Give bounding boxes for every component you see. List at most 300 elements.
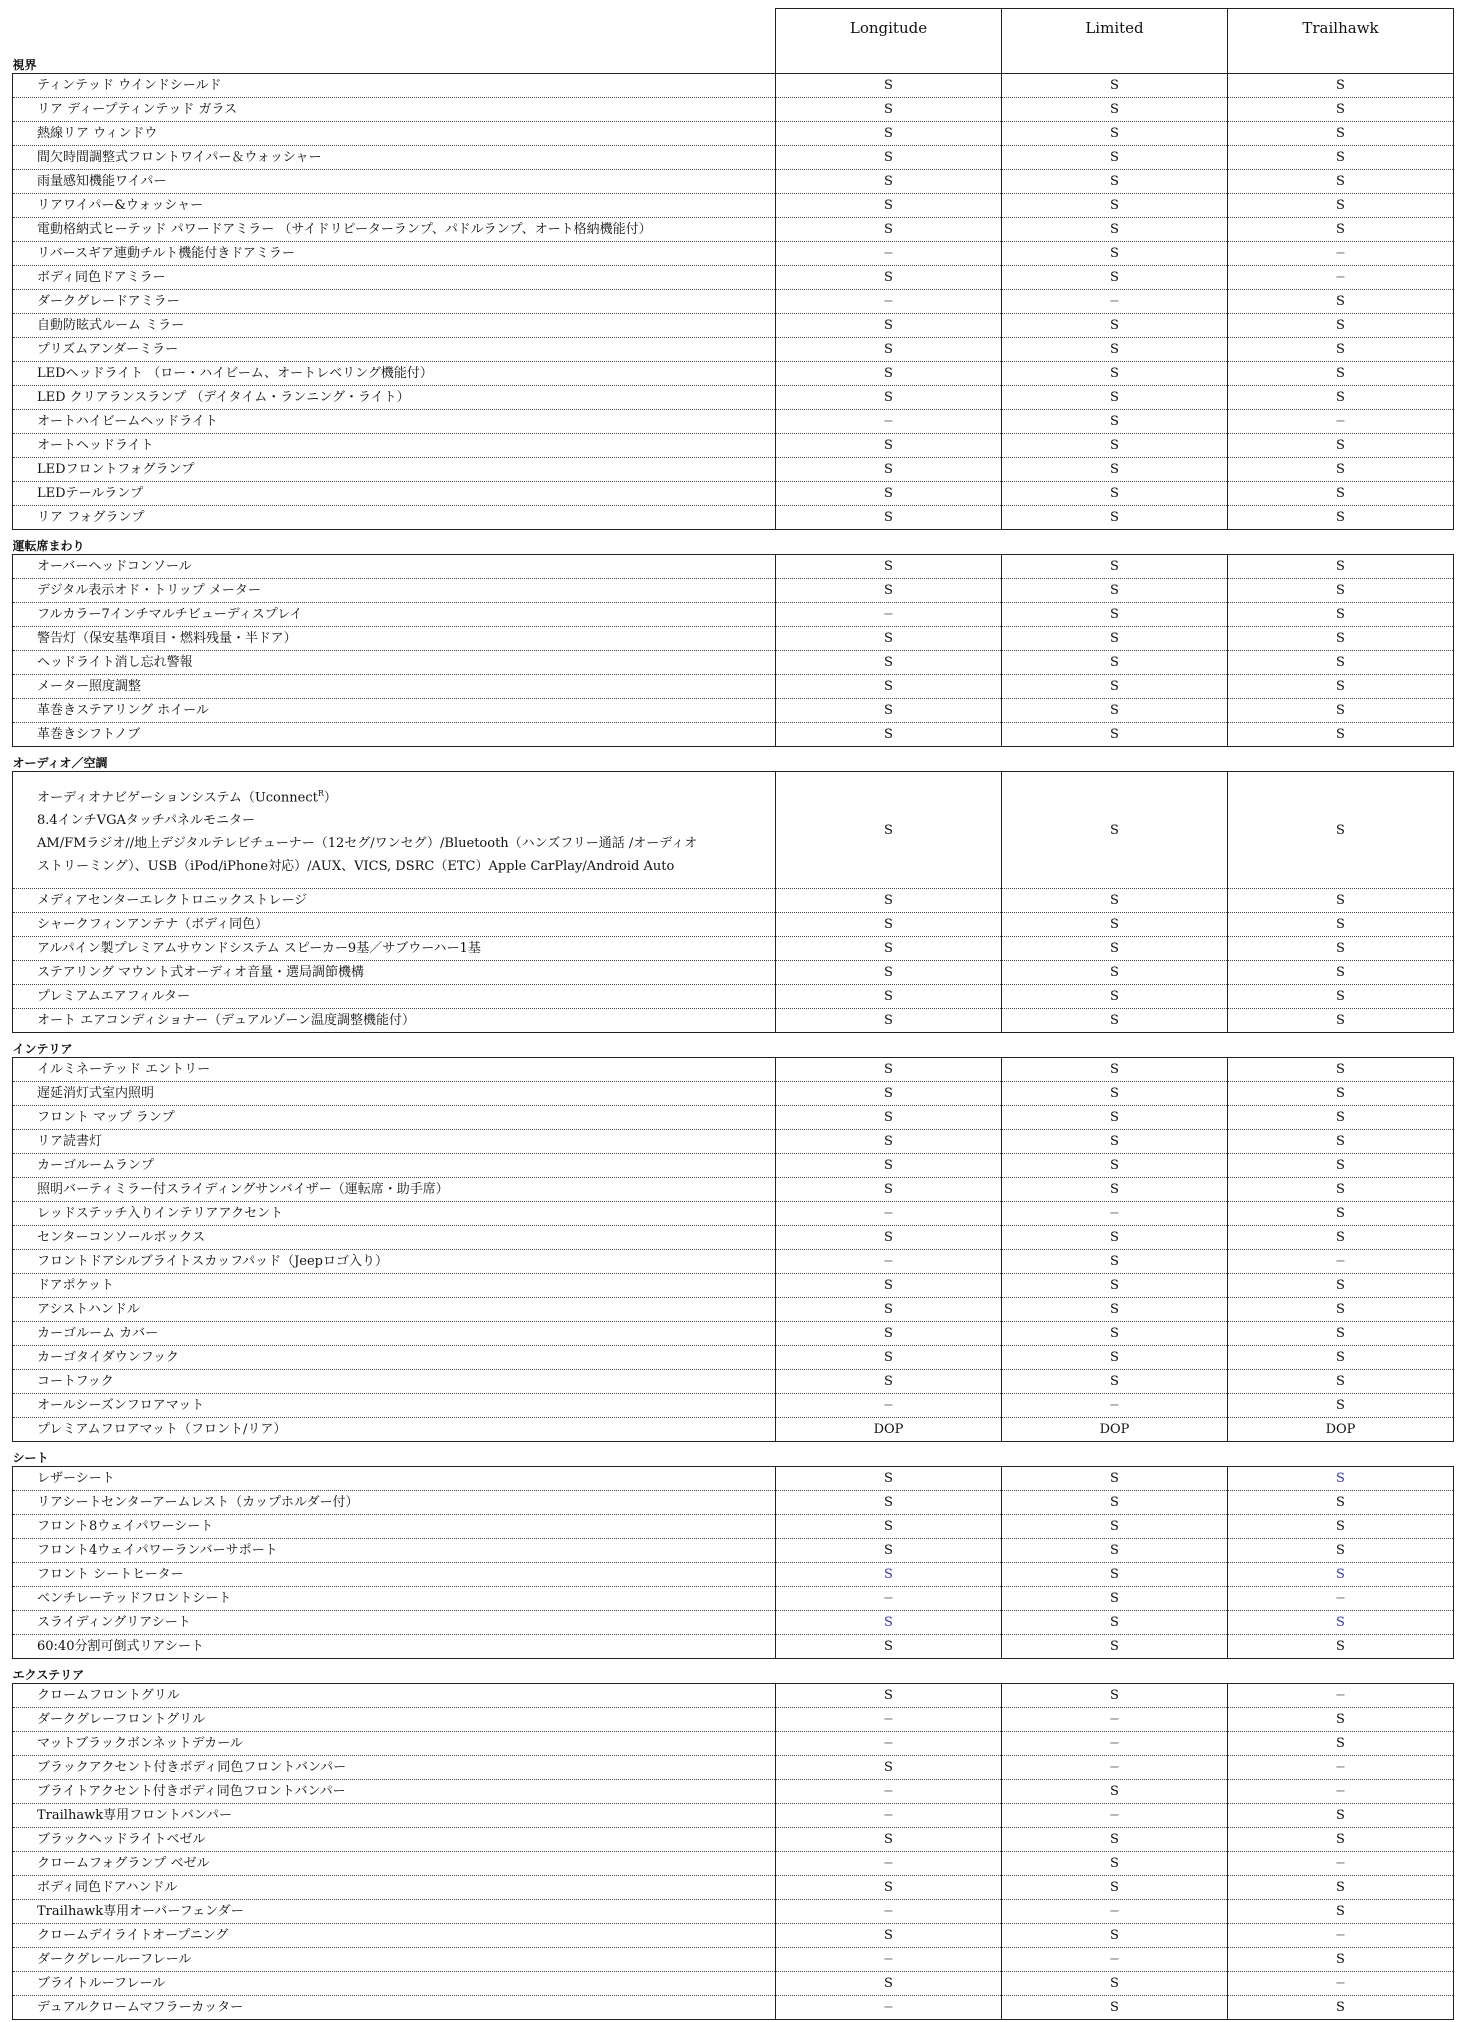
grade-value-longitude: S xyxy=(776,1684,1002,1708)
feature-label: オールシーズンフロアマット xyxy=(13,1394,776,1418)
grade-value-longitude: S xyxy=(776,434,1002,458)
feature-label: フロント シートヒーター xyxy=(13,1563,776,1587)
grade-value-trailhawk: S xyxy=(1228,482,1454,506)
grade-value-limited: S xyxy=(1002,122,1228,146)
feature-label: デュアルクロームマフラーカッター xyxy=(13,1996,776,2020)
feature-label-line xyxy=(37,832,775,855)
grade-value-longitude: S xyxy=(776,651,1002,675)
registered-mark: R xyxy=(317,788,324,798)
grade-value-longitude: S xyxy=(776,723,1002,747)
section-header-row xyxy=(13,1659,1454,1684)
table-row xyxy=(13,1154,1454,1178)
feature-label: Trailhawk専用フロントバンパー xyxy=(13,1804,776,1828)
table-row xyxy=(13,1563,1454,1587)
feature-label-text: ストリーミング）、USB（iPod/iPhone対応）/AUX、VICS, DSRC（ETC）Apple CarPlay/Android Auto xyxy=(37,859,675,875)
grade-value-limited: S xyxy=(1002,1322,1228,1346)
grade-value-longitude: S xyxy=(776,482,1002,506)
grade-value-trailhawk: S xyxy=(1228,699,1454,723)
table-row xyxy=(13,458,1454,482)
feature-label: 革巻きステアリング ホイール xyxy=(13,699,776,723)
table-row xyxy=(13,1370,1454,1394)
feature-label-text: 8.4インチVGAタッチパネルモニター xyxy=(37,813,256,829)
table-row xyxy=(13,1852,1454,1876)
grade-value-trailhawk: S xyxy=(1228,1996,1454,2020)
table-row xyxy=(13,1178,1454,1202)
grade-value-trailhawk: S xyxy=(1228,675,1454,699)
feature-label: リア読書灯 xyxy=(13,1130,776,1154)
grade-value-longitude: S xyxy=(776,937,1002,961)
grade-value-limited: S xyxy=(1002,1082,1228,1106)
feature-label: ブラックヘッドライトベゼル xyxy=(13,1828,776,1852)
feature-label-line xyxy=(37,809,775,832)
table-row xyxy=(13,170,1454,194)
feature-label: スライディングリアシート xyxy=(13,1611,776,1635)
grade-value-trailhawk: S xyxy=(1228,98,1454,122)
grade-value-trailhawk: − xyxy=(1228,1756,1454,1780)
grade-value-trailhawk: − xyxy=(1228,1780,1454,1804)
feature-label: ダークグレールーフレール xyxy=(13,1948,776,1972)
grade-value-limited: S xyxy=(1002,1491,1228,1515)
feature-label: フロントドアシルブライトスカッフパッド（Jeepロゴ入り） xyxy=(13,1250,776,1274)
feature-label-line xyxy=(37,855,775,878)
grade-value-longitude: − xyxy=(776,1780,1002,1804)
grade-value-longitude: S xyxy=(776,1467,1002,1491)
grade-value-limited: S xyxy=(1002,1154,1228,1178)
grade-value-limited: S xyxy=(1002,723,1228,747)
table-row xyxy=(13,146,1454,170)
table-row xyxy=(13,434,1454,458)
grade-value-limited: S xyxy=(1002,1058,1228,1082)
grade-header-trailhawk: Trailhawk xyxy=(1228,9,1454,74)
grade-value-limited: S xyxy=(1002,1178,1228,1202)
grade-value-trailhawk: S xyxy=(1228,961,1454,985)
grade-value-longitude: − xyxy=(776,1948,1002,1972)
grade-value-limited: S xyxy=(1002,579,1228,603)
grade-value-longitude: S xyxy=(776,1876,1002,1900)
grade-value-limited: S xyxy=(1002,458,1228,482)
grade-value-longitude: S xyxy=(776,555,1002,579)
feature-label: ダークグレーフロントグリル xyxy=(13,1708,776,1732)
grade-value-trailhawk: S xyxy=(1228,1948,1454,1972)
feature-label: クロームフォグランプ ベゼル xyxy=(13,1852,776,1876)
grade-value-trailhawk: S xyxy=(1228,1491,1454,1515)
table-row xyxy=(13,1106,1454,1130)
table-row xyxy=(13,772,1454,889)
table-row xyxy=(13,1009,1454,1033)
grade-value-longitude: − xyxy=(776,1900,1002,1924)
table-row xyxy=(13,242,1454,266)
feature-label: クロームフロントグリル xyxy=(13,1684,776,1708)
grade-value-limited: S xyxy=(1002,651,1228,675)
table-row xyxy=(13,555,1454,579)
table-row xyxy=(13,651,1454,675)
table-row xyxy=(13,386,1454,410)
grade-value-trailhawk: S xyxy=(1228,1130,1454,1154)
feature-label: 照明バーティミラー付スライディングサンバイザー（運転席・助手席） xyxy=(13,1178,776,1202)
table-row xyxy=(13,627,1454,651)
table-row xyxy=(13,1226,1454,1250)
grade-value-trailhawk: S xyxy=(1228,1876,1454,1900)
grade-value-longitude: − xyxy=(776,1996,1002,2020)
grade-value-limited: S xyxy=(1002,1226,1228,1250)
grade-value-trailhawk: S xyxy=(1228,1058,1454,1082)
grade-value-trailhawk: S xyxy=(1228,1515,1454,1539)
table-row xyxy=(13,506,1454,530)
grade-value-limited: S xyxy=(1002,985,1228,1009)
feature-label: リアワイパー&ウォッシャー xyxy=(13,194,776,218)
grade-value-limited: S xyxy=(1002,1924,1228,1948)
grade-value-limited: S xyxy=(1002,699,1228,723)
feature-label: マットブラックボンネットデカール xyxy=(13,1732,776,1756)
grade-value-longitude: S xyxy=(776,1130,1002,1154)
section-header-row xyxy=(13,530,1454,555)
grade-value-trailhawk: S xyxy=(1228,985,1454,1009)
feature-label: 警告灯（保安基準項目・燃料残量・半ドア） xyxy=(13,627,776,651)
grade-value-limited: S xyxy=(1002,242,1228,266)
grade-value-longitude: S xyxy=(776,266,1002,290)
section-title: インテリア xyxy=(12,1042,73,1056)
feature-label: フルカラー7インチマルチビューディスプレイ xyxy=(13,603,776,627)
grade-value-longitude: − xyxy=(776,1250,1002,1274)
table-row xyxy=(13,266,1454,290)
feature-label xyxy=(13,772,776,889)
grade-value-trailhawk: S xyxy=(1228,889,1454,913)
feature-label: ベンチレーテッドフロントシート xyxy=(13,1587,776,1611)
table-row xyxy=(13,1828,1454,1852)
table-row xyxy=(13,913,1454,937)
grade-value-limited: S xyxy=(1002,1852,1228,1876)
feature-label: センターコンソールボックス xyxy=(13,1226,776,1250)
grade-value-trailhawk: S xyxy=(1228,362,1454,386)
grade-value-trailhawk: S xyxy=(1228,434,1454,458)
grade-value-trailhawk: S xyxy=(1228,458,1454,482)
grade-value-trailhawk: S xyxy=(1228,146,1454,170)
table-row xyxy=(13,1322,1454,1346)
grade-value-limited: DOP xyxy=(1002,1418,1228,1442)
feature-label: デジタル表示オド・トリップ メーター xyxy=(13,579,776,603)
feature-label: ブライトアクセント付きボディ同色フロントバンパー xyxy=(13,1780,776,1804)
table-row xyxy=(13,314,1454,338)
table-row xyxy=(13,74,1454,98)
feature-label: ドアポケット xyxy=(13,1274,776,1298)
equipment-table xyxy=(12,8,1454,2020)
grade-value-longitude: − xyxy=(776,290,1002,314)
table-row xyxy=(13,1058,1454,1082)
table-row xyxy=(13,1611,1454,1635)
grade-value-trailhawk: S xyxy=(1228,290,1454,314)
section-header-row xyxy=(13,1033,1454,1058)
grade-value-limited: S xyxy=(1002,98,1228,122)
grade-value-longitude: S xyxy=(776,362,1002,386)
grade-value-trailhawk: S xyxy=(1228,603,1454,627)
grade-value-limited: S xyxy=(1002,1563,1228,1587)
grade-header-longitude: Longitude xyxy=(776,9,1002,74)
table-row xyxy=(13,218,1454,242)
table-row xyxy=(13,1780,1454,1804)
feature-label: Trailhawk専用オーバーフェンダー xyxy=(13,1900,776,1924)
grade-value-longitude: S xyxy=(776,1539,1002,1563)
grade-value-trailhawk: S xyxy=(1228,1082,1454,1106)
grade-value-longitude: S xyxy=(776,579,1002,603)
grade-value-trailhawk: S xyxy=(1228,338,1454,362)
spec-sheet xyxy=(12,8,1452,2020)
grade-value-longitude: S xyxy=(776,627,1002,651)
grade-value-longitude: S xyxy=(776,1226,1002,1250)
feature-label: ステアリング マウント式オーディオ音量・選局調節機構 xyxy=(13,961,776,985)
grade-value-limited: S xyxy=(1002,410,1228,434)
table-row xyxy=(13,1684,1454,1708)
table-row xyxy=(13,1130,1454,1154)
feature-label: 雨量感知機能ワイパー xyxy=(13,170,776,194)
feature-label: 電動格納式ヒーテッド パワードアミラー （サイドリピーターランプ、パドルランプ、オート格納機能付） xyxy=(13,218,776,242)
grade-value-limited: S xyxy=(1002,1780,1228,1804)
grade-value-longitude: S xyxy=(776,1756,1002,1780)
grade-value-limited: S xyxy=(1002,937,1228,961)
grade-value-trailhawk: S xyxy=(1228,651,1454,675)
grade-value-longitude: − xyxy=(776,410,1002,434)
table-row xyxy=(13,985,1454,1009)
section-title: オーディオ／空調 xyxy=(12,756,108,770)
grade-value-trailhawk: S xyxy=(1228,386,1454,410)
table-row xyxy=(13,1298,1454,1322)
grade-value-longitude: S xyxy=(776,98,1002,122)
feature-label: クロームデイライトオープニング xyxy=(13,1924,776,1948)
grade-value-limited: S xyxy=(1002,506,1228,530)
feature-label-text: ） xyxy=(323,790,337,806)
table-row xyxy=(13,1274,1454,1298)
grade-value-limited: − xyxy=(1002,290,1228,314)
feature-label: カーゴルームランプ xyxy=(13,1154,776,1178)
grade-value-longitude: S xyxy=(776,1924,1002,1948)
grade-value-trailhawk: S xyxy=(1228,1635,1454,1659)
grade-value-longitude: S xyxy=(776,1298,1002,1322)
feature-label: 革巻きシフトノブ xyxy=(13,723,776,747)
table-row xyxy=(13,1900,1454,1924)
grade-value-limited: S xyxy=(1002,386,1228,410)
grade-value-limited: S xyxy=(1002,146,1228,170)
grade-value-limited: S xyxy=(1002,1587,1228,1611)
grade-header-limited: Limited xyxy=(1002,9,1228,74)
table-row xyxy=(13,1972,1454,1996)
grade-value-trailhawk: S xyxy=(1228,1178,1454,1202)
table-row xyxy=(13,1948,1454,1972)
table-row xyxy=(13,98,1454,122)
grade-value-longitude: − xyxy=(776,1587,1002,1611)
grade-value-limited: S xyxy=(1002,1684,1228,1708)
grade-value-longitude: S xyxy=(776,1370,1002,1394)
feature-label: ティンテッド ウインドシールド xyxy=(13,74,776,98)
grade-value-limited: − xyxy=(1002,1804,1228,1828)
feature-label: リバースギア連動チルト機能付きドアミラー xyxy=(13,242,776,266)
grade-value-trailhawk: − xyxy=(1228,1924,1454,1948)
grade-value-longitude: S xyxy=(776,146,1002,170)
grade-value-limited: S xyxy=(1002,1635,1228,1659)
grade-value-longitude: S xyxy=(776,961,1002,985)
grade-value-trailhawk: S xyxy=(1228,1009,1454,1033)
grade-value-longitude: S xyxy=(776,74,1002,98)
table-row xyxy=(13,937,1454,961)
feature-label: レッドステッチ入りインテリアアクセント xyxy=(13,1202,776,1226)
table-row xyxy=(13,603,1454,627)
feature-label: フロント4ウェイパワーランバーサポート xyxy=(13,1539,776,1563)
feature-label: ボディ同色ドアミラー xyxy=(13,266,776,290)
grade-value-trailhawk: S xyxy=(1228,1274,1454,1298)
grade-value-longitude: S xyxy=(776,1491,1002,1515)
grade-value-limited: − xyxy=(1002,1756,1228,1780)
grade-value-trailhawk: S xyxy=(1228,314,1454,338)
grade-value-trailhawk: S xyxy=(1228,1298,1454,1322)
table-row xyxy=(13,675,1454,699)
grade-value-longitude: S xyxy=(776,1106,1002,1130)
grade-value-longitude: S xyxy=(776,889,1002,913)
grade-value-limited: S xyxy=(1002,218,1228,242)
grade-value-limited: − xyxy=(1002,1708,1228,1732)
grade-value-limited: S xyxy=(1002,961,1228,985)
table-row xyxy=(13,699,1454,723)
grade-value-longitude: S xyxy=(776,314,1002,338)
grade-value-trailhawk: − xyxy=(1228,1587,1454,1611)
grade-value-limited: S xyxy=(1002,555,1228,579)
grade-value-trailhawk: S xyxy=(1228,772,1454,889)
grade-value-limited: S xyxy=(1002,1298,1228,1322)
grade-value-longitude: DOP xyxy=(776,1418,1002,1442)
table-row xyxy=(13,1732,1454,1756)
grade-value-longitude: − xyxy=(776,1852,1002,1876)
grade-value-limited: S xyxy=(1002,772,1228,889)
table-row xyxy=(13,961,1454,985)
table-row xyxy=(13,579,1454,603)
grade-value-trailhawk: S xyxy=(1228,627,1454,651)
grade-value-trailhawk: − xyxy=(1228,1852,1454,1876)
grade-value-trailhawk: S xyxy=(1228,937,1454,961)
feature-label: コートフック xyxy=(13,1370,776,1394)
table-row xyxy=(13,723,1454,747)
grade-value-limited: S xyxy=(1002,603,1228,627)
table-row xyxy=(13,1996,1454,2020)
feature-label: シャークフィンアンテナ（ボディ同色） xyxy=(13,913,776,937)
table-row xyxy=(13,1708,1454,1732)
feature-label: カーゴタイダウンフック xyxy=(13,1346,776,1370)
grade-value-limited: S xyxy=(1002,1346,1228,1370)
grade-value-longitude: S xyxy=(776,338,1002,362)
grade-value-trailhawk: S xyxy=(1228,1154,1454,1178)
section-title: エクステリア xyxy=(12,1668,85,1682)
table-row xyxy=(13,1804,1454,1828)
feature-label: 遅延消灯式室内照明 xyxy=(13,1082,776,1106)
feature-label: プレミアムフロアマット（フロント/リア） xyxy=(13,1418,776,1442)
feature-label: 熱線リア ウィンドウ xyxy=(13,122,776,146)
feature-label: ボディ同色ドアハンドル xyxy=(13,1876,776,1900)
table-row xyxy=(13,338,1454,362)
grade-value-limited: S xyxy=(1002,1009,1228,1033)
table-row xyxy=(13,1250,1454,1274)
grade-value-limited: S xyxy=(1002,627,1228,651)
grade-value-limited: S xyxy=(1002,314,1228,338)
grade-value-longitude: S xyxy=(776,913,1002,937)
section-title: 運転席まわり xyxy=(12,539,85,553)
grade-value-limited: S xyxy=(1002,1539,1228,1563)
feature-label-text: AM/FMラジオ//地上デジタルテレビチューナー（12セグ/ワンセグ）/Bluetooth（ハンズフリー通話 /オーディオ xyxy=(37,836,698,852)
table-row xyxy=(13,482,1454,506)
grade-value-trailhawk: DOP xyxy=(1228,1418,1454,1442)
grade-value-trailhawk: S xyxy=(1228,74,1454,98)
grade-value-limited: S xyxy=(1002,1876,1228,1900)
grade-value-trailhawk: S xyxy=(1228,218,1454,242)
grade-value-limited: − xyxy=(1002,1900,1228,1924)
section-header-row xyxy=(13,1442,1454,1467)
table-row xyxy=(13,1924,1454,1948)
grade-value-longitude: S xyxy=(776,458,1002,482)
table-row xyxy=(13,1202,1454,1226)
grade-value-limited: S xyxy=(1002,1828,1228,1852)
table-row xyxy=(13,1756,1454,1780)
feature-label: ブラックアクセント付きボディ同色フロントバンパー xyxy=(13,1756,776,1780)
section-title: シート xyxy=(12,1451,49,1465)
grade-value-longitude: S xyxy=(776,1274,1002,1298)
grade-value-longitude: S xyxy=(776,1178,1002,1202)
grade-value-longitude: S xyxy=(776,1058,1002,1082)
table-row xyxy=(13,1346,1454,1370)
grade-value-limited: S xyxy=(1002,1250,1228,1274)
grade-value-longitude: − xyxy=(776,603,1002,627)
feature-label: オート エアコンディショナー（デュアルゾーン温度調整機能付） xyxy=(13,1009,776,1033)
feature-label: リア フォグランプ xyxy=(13,506,776,530)
feature-label: 間欠時間調整式フロントワイパー＆ウォッシャー xyxy=(13,146,776,170)
grade-value-longitude: − xyxy=(776,242,1002,266)
feature-label: イルミネーテッド エントリー xyxy=(13,1058,776,1082)
table-row xyxy=(13,1082,1454,1106)
table-row xyxy=(13,362,1454,386)
feature-label: フロント8ウェイパワーシート xyxy=(13,1515,776,1539)
feature-label: リアシートセンターアームレスト（カップホルダー付） xyxy=(13,1491,776,1515)
grade-value-longitude: S xyxy=(776,1322,1002,1346)
grade-value-trailhawk: S xyxy=(1228,1467,1454,1491)
grade-value-trailhawk: S xyxy=(1228,1900,1454,1924)
grade-value-longitude: S xyxy=(776,699,1002,723)
grade-value-trailhawk: S xyxy=(1228,122,1454,146)
grade-value-limited: S xyxy=(1002,1515,1228,1539)
grade-value-trailhawk: − xyxy=(1228,1250,1454,1274)
feature-label: LEDテールランプ xyxy=(13,482,776,506)
feature-label: オートヘッドライト xyxy=(13,434,776,458)
grade-value-longitude: S xyxy=(776,1346,1002,1370)
feature-label: オートハイビームヘッドライト xyxy=(13,410,776,434)
grade-value-limited: S xyxy=(1002,338,1228,362)
grade-value-limited: S xyxy=(1002,1274,1228,1298)
table-row xyxy=(13,290,1454,314)
grade-value-limited: S xyxy=(1002,1467,1228,1491)
grade-value-limited: S xyxy=(1002,74,1228,98)
grade-value-longitude: S xyxy=(776,1154,1002,1178)
grade-value-trailhawk: S xyxy=(1228,1804,1454,1828)
grade-value-trailhawk: S xyxy=(1228,1322,1454,1346)
table-row xyxy=(13,122,1454,146)
grade-value-limited: S xyxy=(1002,1996,1228,2020)
grade-value-longitude: S xyxy=(776,194,1002,218)
grade-value-longitude: S xyxy=(776,772,1002,889)
table-row xyxy=(13,1635,1454,1659)
grade-value-longitude: S xyxy=(776,218,1002,242)
grade-value-limited: − xyxy=(1002,1948,1228,1972)
grade-value-trailhawk: S xyxy=(1228,1394,1454,1418)
grade-value-trailhawk: S xyxy=(1228,1539,1454,1563)
grade-value-limited: S xyxy=(1002,266,1228,290)
feature-label: アシストハンドル xyxy=(13,1298,776,1322)
feature-label: フロント マップ ランプ xyxy=(13,1106,776,1130)
grade-value-longitude: S xyxy=(776,1611,1002,1635)
grade-value-longitude: − xyxy=(776,1708,1002,1732)
grade-value-trailhawk: S xyxy=(1228,579,1454,603)
